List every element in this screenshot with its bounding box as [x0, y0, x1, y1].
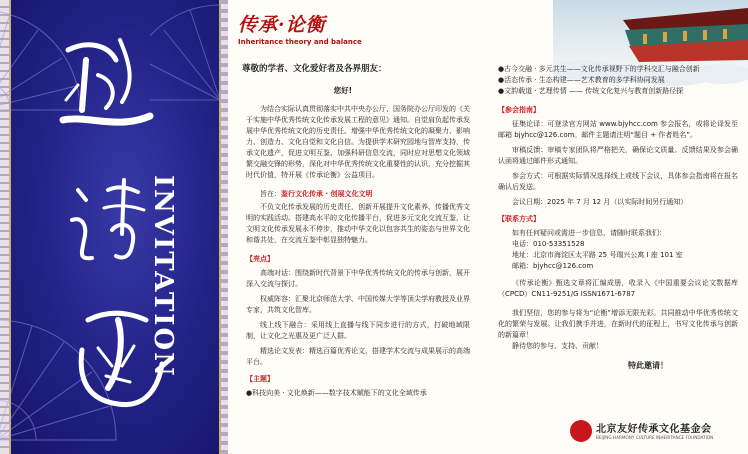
- highlight-item: [246, 294, 470, 316]
- invitation-word: INVITATION: [148, 175, 178, 378]
- foundation-logo: [570, 418, 740, 446]
- highlight-item: [246, 268, 470, 290]
- highlight-label: 权威阵容：: [260, 295, 295, 303]
- participation-label: 参会方式：: [512, 172, 548, 180]
- theme-item: ●古今交融 · 多元共生——文化传承视野下的学科交汇与融合创新: [498, 65, 700, 73]
- foundation-name-en: BEIJING HARMONY CULTURE INHERITANCE FOUNDATION: [596, 435, 714, 440]
- contact-heading: 【联系方式】: [498, 215, 540, 223]
- participation-text: 可根据实际情况选择线上或线下会议，具体参会指南将在报名确认后发送。: [498, 172, 739, 191]
- purpose-label: 旨在：: [260, 190, 281, 198]
- theme-item: ●文韵载道 · 艺理传情 —— 传统文化复兴与教育创新路径探: [498, 87, 684, 95]
- highlight-label: 精选论文发表：: [260, 347, 309, 355]
- contact-intro: 如有任何疑问或需进一步信息，请随时联系我们：: [512, 229, 666, 237]
- participation-label: 会议日期：: [512, 198, 547, 206]
- intro-paragraph: 为结合实际认真贯彻落实中共中央办公厅、国务院办公厅印发的《关于实施中华优秀传统文化传承发展工程的意见》通知。自觉肩负起传承发展中华优秀传统文化的历史责任。增强中华优秀传统文化的凝聚力、影响力、创造力、文化自觉和文化自信。为提供学术研究园地与智库支持，传承文化遗产，促进文明互鉴、加强科研信息交流，同时应对思想文化领域繁交融交锋的形势，深化对中华优秀传统文化重要性的认识，充分挖掘其时代价值，特开展《传承论衡》公益项目。: [246, 105, 470, 179]
- participation-label: 征集论译：: [512, 120, 548, 128]
- participation-item: [498, 119, 738, 141]
- publication-note: 《传承论衡》甄选文章将汇编成册，收录入《中国重要会议论文数据库（CPCD）CN11-9251/G ISSN1671-6787: [498, 279, 738, 298]
- participation-text: 可登录官方网站 www.bjyhcc.com 参会报名，或将论译发至邮箱 bjyhcc@126.com。邮件主题请注明“题目 + 作者姓名”。: [498, 120, 738, 139]
- highlight-text: 采用线上直播与线下同步进行的方式，打破地域限制，让文化之光惠及更广泛人群。: [246, 321, 470, 340]
- participation-text: 2025 年 7 月 12 月（以实际时间另行通知）: [547, 198, 688, 206]
- contact-phone: 电话：010-53351528: [512, 240, 585, 248]
- highlight-text: 汇聚北京师范大学、中国传媒大学等顶尖学府教授及业界专家，共筑文化智库。: [246, 295, 470, 314]
- highlight-label: 高端对话：: [260, 269, 295, 277]
- salutation: 您好!: [333, 86, 352, 95]
- invitation-cover: [0, 0, 228, 454]
- brand-logo-subtitle: Inheritance theory and balance: [238, 38, 362, 46]
- participation-item: [498, 145, 738, 167]
- theme-item: ●活态传承 · 生态构建——艺术教育的多学科协同发展: [498, 76, 665, 84]
- foundation-name-cn: 北京友好传承文化基金会: [596, 424, 712, 435]
- participation-item: [498, 171, 738, 193]
- highlight-item: [246, 320, 470, 342]
- participation-heading: 【参会指南】: [498, 106, 540, 114]
- greeting-heading: 尊敬的学者、文化爱好者及各界朋友：: [242, 64, 387, 74]
- contact-address: 地址：北京市海淀区太平路 25 号瑞兴公寓 I 座 101 室: [512, 251, 683, 259]
- highlights-heading: 【亮点】: [246, 255, 274, 263]
- theme-item: ●科技向美 · 文化焕新——数字技术赋能下的文化全域传承: [246, 389, 427, 397]
- participation-text: 审稿专家团队将严格把关，确保论文质量。反馈结果及参会确认函将通过邮件形式通知。: [498, 146, 739, 165]
- content-column-right: [498, 64, 738, 371]
- highlight-text: 精选百篇优秀论文，搭建学术交流与成果展示的高端平台。: [246, 347, 470, 366]
- highlight-item: [246, 346, 470, 368]
- brand-logo-title: 传承·论衡: [238, 14, 326, 36]
- participation-item: [498, 197, 738, 208]
- purpose-line: [246, 189, 470, 200]
- closing-paragraph: 我们坚信，您的参与将为“论衡”增添无限光彩。共同推动中华优秀传统文化的繁荣与发展。让我们携手并进，在新时代的征程上，书写文化传承与创新的新篇章！: [498, 309, 738, 339]
- contact-email: 邮箱：bjyhcc@126.com: [512, 262, 594, 270]
- purpose-paragraph: 不负文化传承发展的历史责任，创新开展提升文化素养、传播优秀文明的实践活动。搭建高水平的文化传播平台，促进多元文化交流互鉴，让文明文化传承发展永不停步，推动中华文化以包容共生的姿态与世界文化和谐共处，在交流互鉴中彰显独特魅力。: [246, 203, 470, 244]
- themes-heading: 【主题】: [246, 375, 274, 383]
- special-invite: 特此邀请！: [628, 361, 668, 370]
- brand-logo: [238, 10, 388, 46]
- content-column-left: [242, 64, 470, 399]
- invitation-content: [228, 0, 748, 454]
- highlight-label: 线上线下融合：: [260, 321, 311, 329]
- foundation-seal-icon: [570, 420, 592, 442]
- participation-label: 审稿反馈：: [512, 146, 548, 154]
- closing-line: 静待您的参与、支持、贡献！: [512, 342, 603, 350]
- highlight-text: 围绕新时代背景下中华优秀传统文化的传承与创新，展开深入交流与探讨。: [246, 269, 470, 288]
- purpose-highlight: 鉴行文化传承 · 创展文化文明: [281, 190, 373, 198]
